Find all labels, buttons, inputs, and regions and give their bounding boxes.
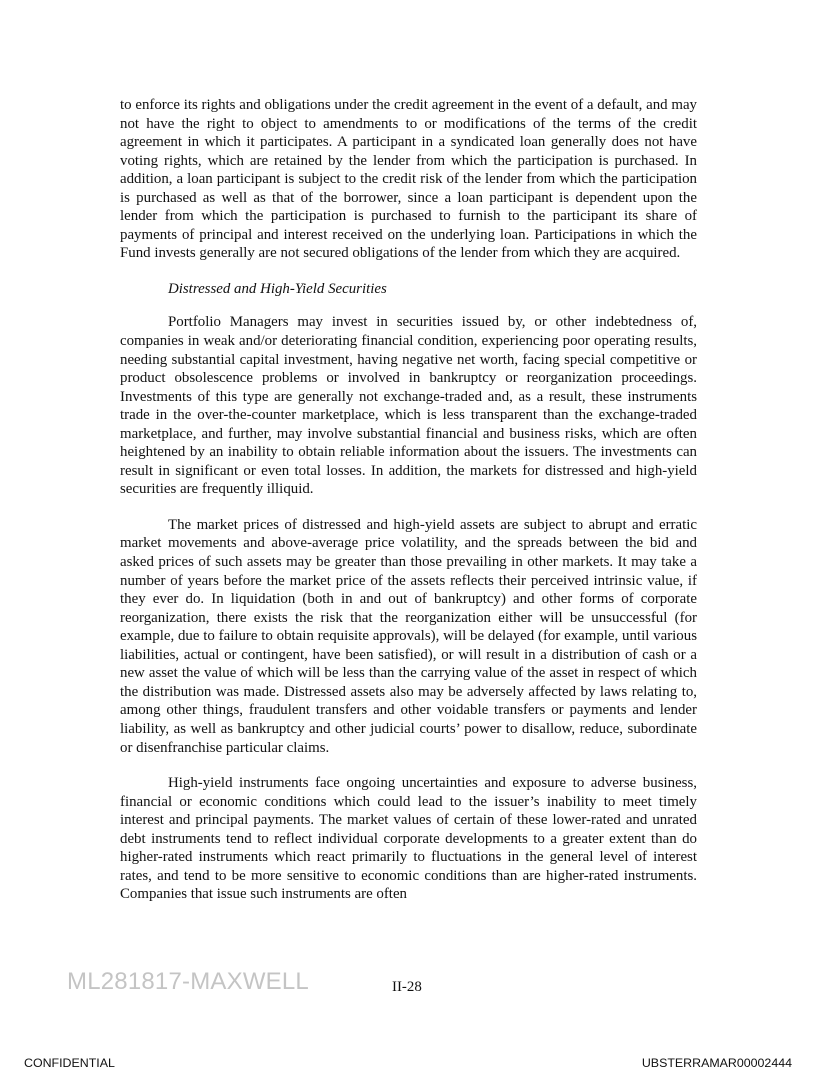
page-number: II-28: [392, 979, 422, 995]
section-heading: Distressed and High-Yield Securities: [168, 280, 387, 297]
paragraph-high-yield: High-yield instruments face ongoing uncertainties and exposure to adverse business, financial or economic conditions which could lead to the issuer’s inability to meet timely interest and principal payments. The market values of certain of these lower-rated and unrated debt instruments tend to reflect individual corporate developments to a greater extent than do higher-rated instruments which react primarily to fluctuations in the general level of interest rates, and tend to be more sensitive to economic conditions than are higher-rated instruments. Companies that issue such instruments are often: [120, 775, 697, 903]
confidential-label: CONFIDENTIAL: [24, 1056, 115, 1070]
control-number: UBSTERRAMAR00002444: [641, 1056, 792, 1070]
paragraph-distressed-investments: Portfolio Managers may invest in securities issued by, or other indebtedness of, companies in weak and/or deteriorating financial condition, experiencing poor operating results, needing substantial capital investment, having negative net worth, facing special competitive or product obsolescence problems or involved in bankruptcy or reorganization proceedings. Investments of this type are generally not exchange-traded and, as a result, these instruments trade in the over-the-counter marketplace, which is less transparent than the exchange-traded marketplace, and further, may involve substantial financial and business risks, which are often heightened by an inability to obtain reliable information about the issuers. The investments can result in significant or even total losses. In addition, the markets for distressed and high-yield securities are frequently illiquid.: [120, 314, 697, 498]
paragraph-loan-participations: to enforce its rights and obligations under the credit agreement in the event of a default, and may not have the right to object to amendments to or modifications of the terms of the credit agreement in which it participates. A participant in a syndicated loan generally does not have voting rights, which are retained by the lender from which the participation is purchased. In addition, a loan participant is subject to the credit risk of the lender from which the participation is purchased as well as that of the borrower, since a loan participant is dependent upon the lender from which the participation is purchased to furnish to the participant its share of payments of principal and interest received on the underlying loan. Participations in which the Fund invests generally are not secured obligations of the lender from which they are acquired.: [120, 97, 697, 262]
document-body: [120, 96, 697, 921]
bates-watermark: ML281817-MAXWELL: [67, 968, 309, 995]
paragraph-market-prices: The market prices of distressed and high-yield assets are subject to abrupt and erratic market movements and above-average price volatility, and the spreads between the bid and asked prices of such assets may be greater than those prevailing in other markets. It may take a number of years before the market price of the assets reflects their perceived intrinsic value, if they ever do. In liquidation (both in and out of bankruptcy) and other forms of corporate reorganization, there exists the risk that the reorganization either will be unsuccessful (for example, due to failure to obtain requisite approvals), will be delayed (for example, until various liabilities, actual or contingent, have been satisfied), or will result in a distribution of cash or a new asset the value of which will be less than the carrying value of the asset in respect of which the distribution was made. Distressed assets also may be adversely affected by laws relating to, among other things, fraudulent transfers and other voidable transfers or payments and lender liability, as well as bankruptcy and other judicial courts’ power to disallow, reduce, subordinate or disenfranchise particular claims.: [120, 516, 697, 756]
